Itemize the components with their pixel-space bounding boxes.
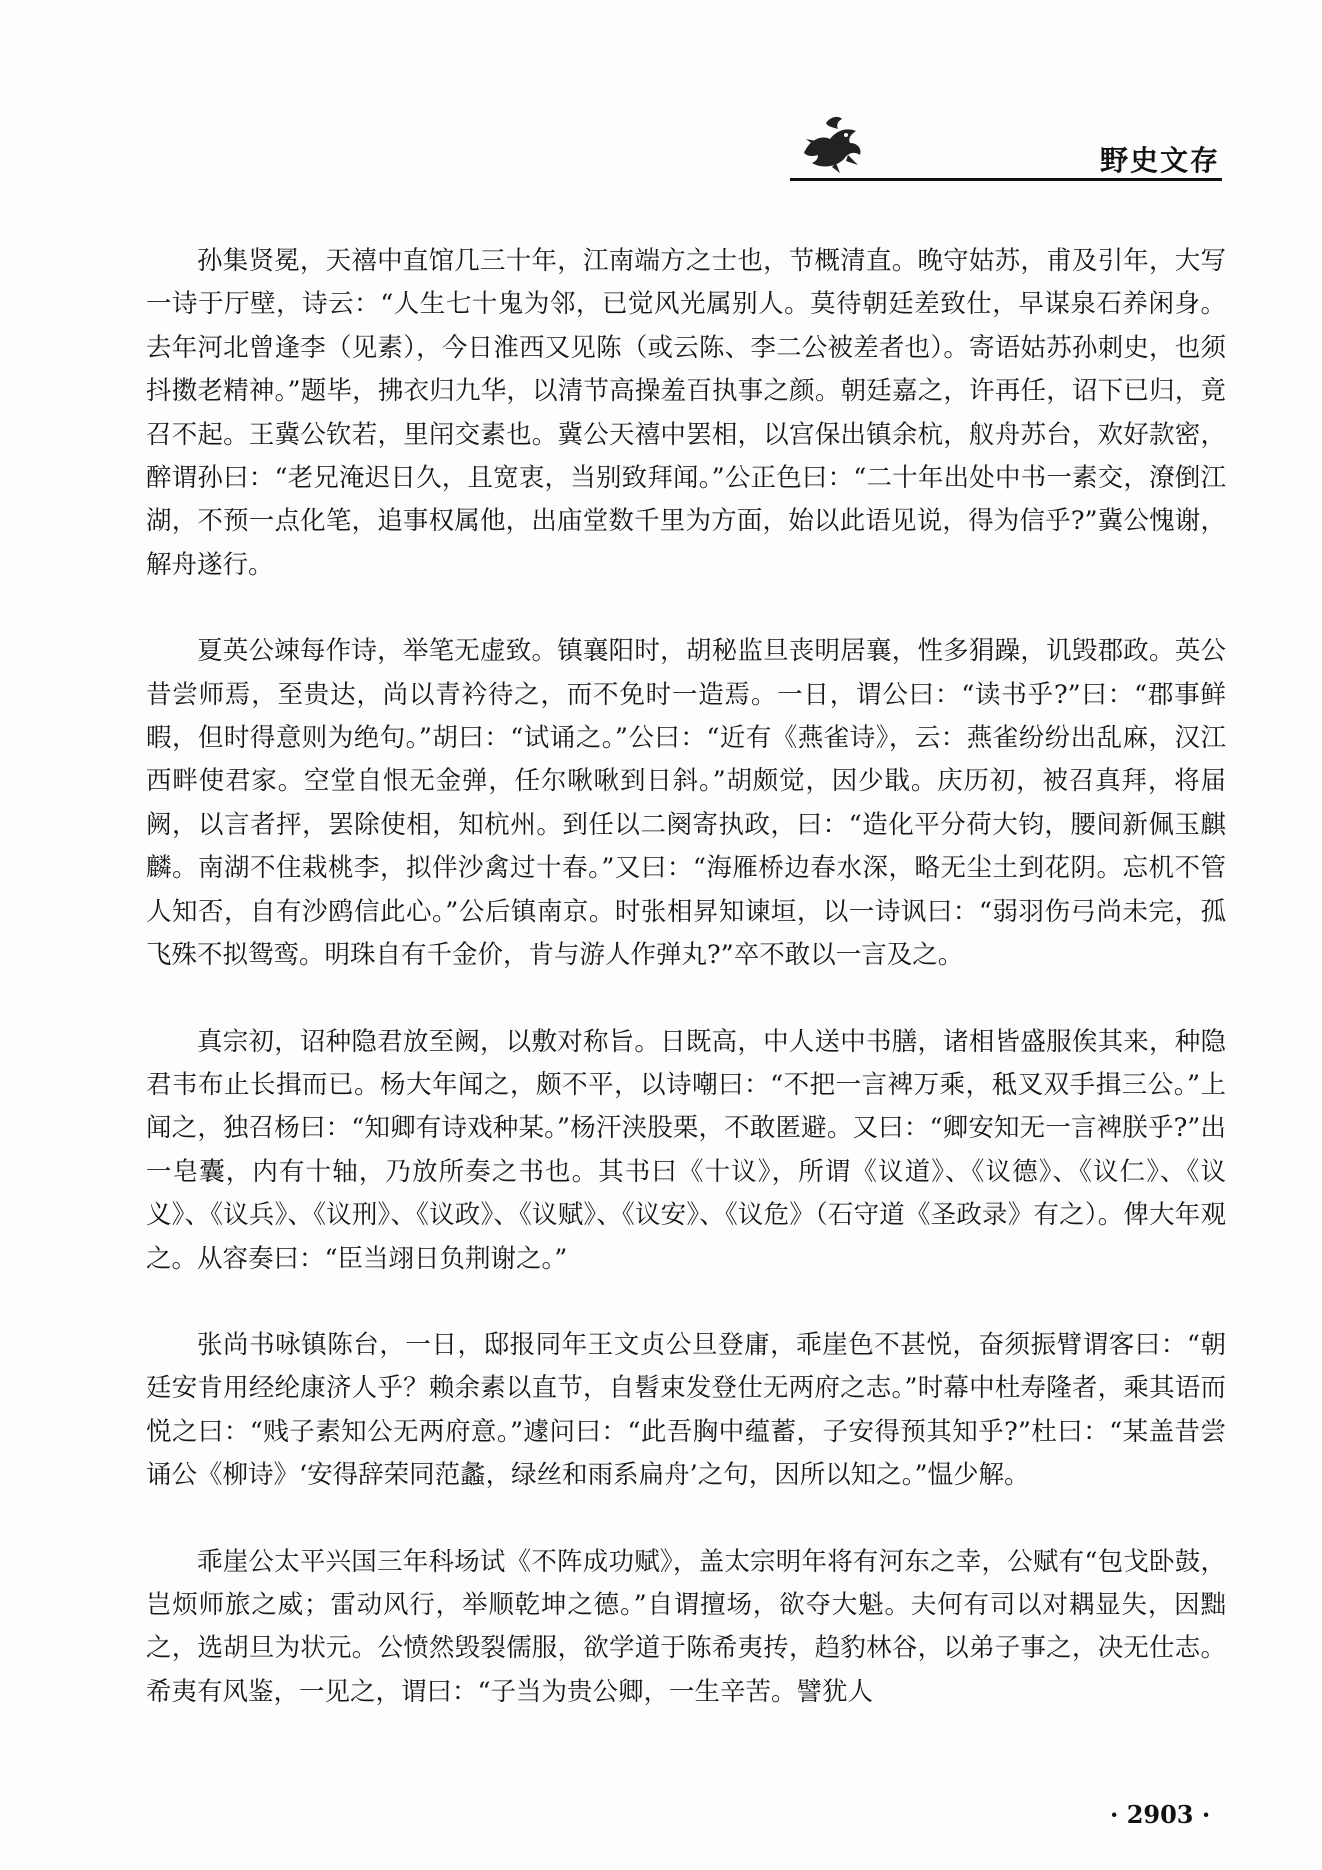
header-rule <box>790 178 1222 181</box>
running-header <box>790 115 1222 181</box>
dragon-emblem-icon <box>796 109 866 177</box>
paragraph: 张尚书咏镇陈台，一日，邸报同年王文贞公旦登庸，乖崖色不甚悦，奋须振臂谓客曰：“朝廷安肯用经纶康济人乎？赖余素以直节，自髫束发登仕无两府之志。”时幕中杜寿隆者，乘其语而悦之曰：“贱子素知公无两府意。”遽问曰：“此吾胸中蕴蓄，子安得预其知乎?”杜曰：“某盖昔尝诵公《柳诗》‘安得辞荣同范蠡，绿丝和雨系扁舟’之句，因所以知之。”愠少解。 <box>146 1329 1226 1491</box>
paragraph: 真宗初，诏种隐君放至阙，以敷对称旨。日既高，中人送中书膳，诸相皆盛服俟其来，种隐君韦布止长揖而已。杨大年闻之，颇不平，以诗嘲曰：“不把一言裨万乘，秪叉双手揖三公。”上闻之，独召杨曰：“知卿有诗戏种某。”杨汗浃股栗，不敢匿避。又曰：“卿安知无一言裨朕乎?”出一皂囊，内有十轴，乃放所奏之书也。其书曰《十议》，所谓《议道》、《议德》、《议仁》、《议义》、《议兵》、《议刑》、《议政》、《议赋》、《议安》、《议危》（石守道《圣政录》有之）。俾大年观之。从容奏曰：“臣当翊日负荆谢之。” <box>146 1026 1226 1274</box>
series-title: 野史文存 <box>1099 144 1220 177</box>
paragraph: 乖崖公太平兴国三年科场试《不阵成功赋》，盖太宗明年将有河东之幸，公赋有“包戈卧鼓，岂烦师旅之威；雷动风行，举顺乾坤之德。”自谓擅场，欲夺大魁。夫何有司以对耦显失，因黜之，选胡旦为状元。公愤然毁裂儒服，欲学道于陈希夷抟，趋豹林谷，以弟子事之，决无仕志。希夷有风鉴，一见之，谓曰：“子当为贵公卿，一生辛苦。譬犹人 <box>146 1546 1226 1707</box>
page-number: · 2903 · <box>1110 1800 1211 1829</box>
text-body <box>146 240 1226 1714</box>
paragraph: 孙集贤冕，天禧中直馆几三十年，江南端方之士也，节概清直。晚守姑苏，甫及引年，大写一诗于厅壁，诗云：“人生七十鬼为邻，已觉风光属别人。莫待朝廷差致仕，早谋泉石养闲身。去年河北曾逢李（见素），今日淮西又见陈（或云陈、李二公被差者也）。寄语姑苏孙刺史，也须抖擞老精神。”题毕，拂衣归九华，以清节高操羞百执事之颜。朝廷嘉之，许再任，诏下已归，竟召不起。王冀公钦若，里闬交素也。冀公天禧中罢相，以宫保出镇余杭，舣舟苏台，欢好款密，醉谓孙曰：“老兄淹迟日久，且宽衷，当别致拜闻。”公正色曰：“二十年出处中书一素交，潦倒江湖，不预一点化笔，追事权属他，出庙堂数千里为方面，始以此语见说，得为信乎?”冀公愧谢，解舟遂行。 <box>146 246 1226 580</box>
paragraph: 夏英公竦每作诗，举笔无虚致。镇襄阳时，胡秘监旦丧明居襄，性多狷躁，讥毁郡政。英公昔尝师焉，至贵达，尚以青衿待之，而不免时一造焉。一日，谓公曰：“读书乎?”曰：“郡事鲜暇，但时得意则为绝句。”胡曰：“试诵之。”公曰：“近有《燕雀诗》，云：燕雀纷纷出乱麻，汉江西畔使君家。空堂自恨无金弹，任尔啾啾到日斜。”胡颇觉，因少戢。庆历初，被召真拜，将届阙，以言者抨，罢除使相，知杭州。到任以二阕寄执政，曰：“造化平分荷大钧，腰间新佩玉麒麟。南湖不住栽桃李，拟伴沙禽过十春。”又曰：“海雁桥边春水深，略无尘土到花阴。忘机不管人知否，自有沙鸥信此心。”公后镇南京。时张相昇知谏垣，以一诗讽曰：“弱羽伤弓尚未完，孤飞殊不拟鸳鸾。明珠自有千金价，肯与游人作弹丸?”卒不敢以一言及之。 <box>146 636 1226 971</box>
